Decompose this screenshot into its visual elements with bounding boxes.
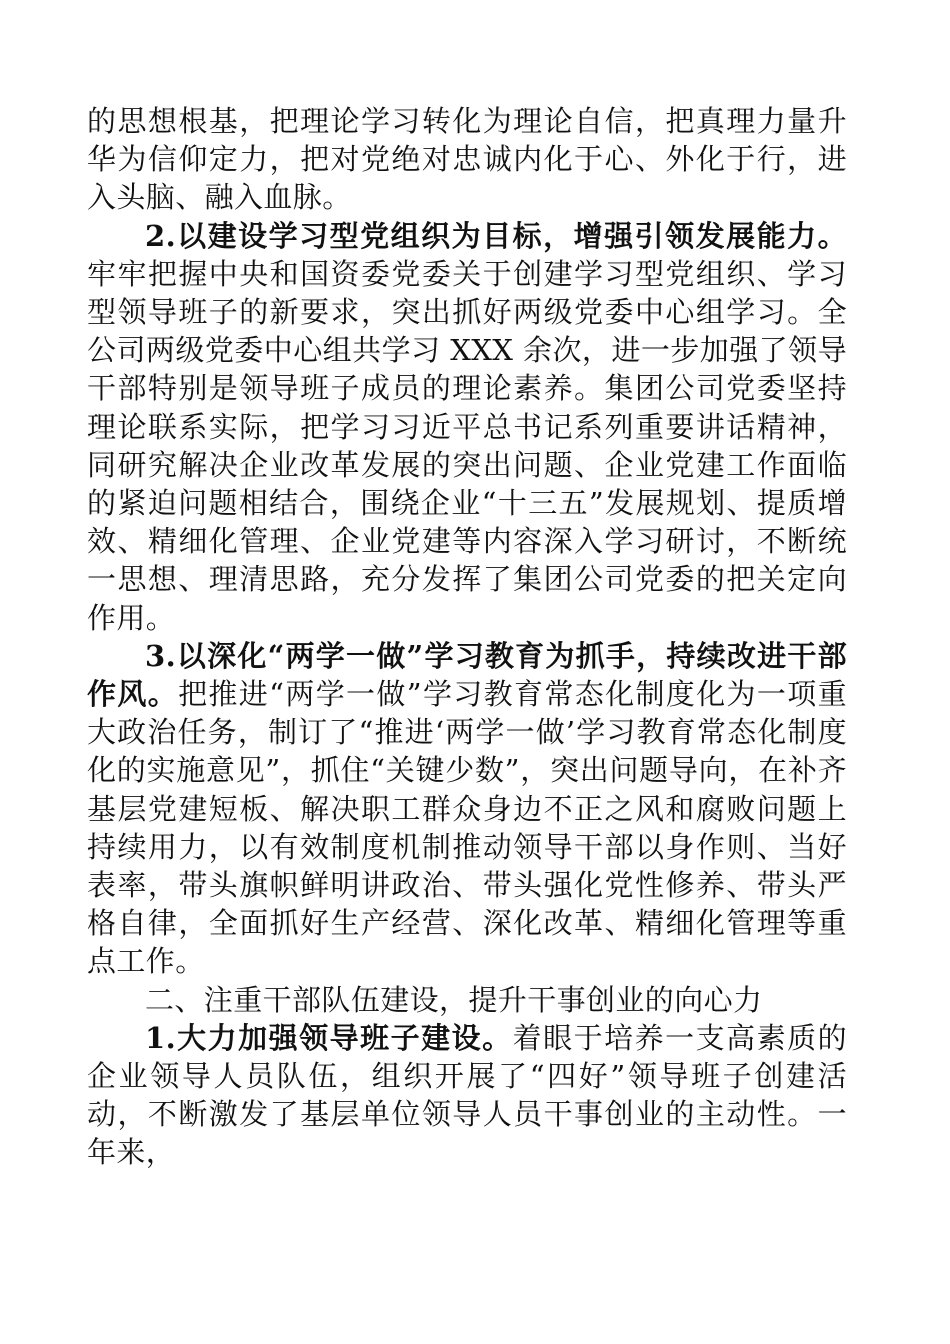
paragraph-body: 把推进“两学一做”学习教育常态化制度化为一项重大政治任务，制订了“推进‘两学一做’学习教育常态化制度化的实施意见”，抓住“关键少数”，突出问题导向，在补齐基层党建短板、解决职工群众身边不正之风和腐败问题上持续用力，以有效制度机制推动领导干部以身作则、当好表率，带头旗帜鲜明讲政治、带头强化党性修养、带头严格自律，全面抓好生产经营、深化改革、精细化管理等重点工作。 <box>87 677 847 979</box>
paragraph-lead-heading: 1.大力加强领导班子建设。 <box>145 1020 513 1055</box>
paragraph-leadership-team <box>87 1019 847 1172</box>
paragraph-continuation <box>87 102 847 217</box>
paragraph-learning-party-organization <box>87 217 847 637</box>
paragraph-body: 着眼于培养一支高素质的企业领导人员队伍，组织开展了“四好”领导班子创建活动，不断激发了基层单位领导人员干事创业的主动性。一年来， <box>87 1020 847 1170</box>
paragraph-two-studies-one-action <box>87 637 847 981</box>
paragraph-body: 的思想根基，把理论学习转化为理论自信，把真理力量升华为信仰定力，把对党绝对忠诚内化于心、外化于行，进入头脑、融入血脉。 <box>87 104 847 215</box>
paragraph-lead-heading: 2.以建设学习型党组织为目标，增强引领发展能力。 <box>145 218 847 253</box>
paragraph-lead-heading: 3.以深化“两学一做”学习教育为抓手，持续改进干部作风。 <box>87 638 847 712</box>
section-heading: 二、注重干部队伍建设，提升干事创业的向心力 <box>145 982 763 1017</box>
document-page <box>87 102 847 1172</box>
paragraph-body: 牢牢把握中央和国资委党委关于创建学习型党组织、学习型领导班子的新要求，突出抓好两级党委中心组学习。全公司两级党委中心组共学习 XXX 余次，进一步加强了领导干部特别是领导班子成员的理论素养。集团公司党委坚持理论联系实际，把学习习近平总书记系列重要讲话精神，同研究解决企业改革发展的突出问题、企业党建工作面临的紧迫问题相结合，围绕企业“十三五”发展规划、提质增效、精细化管理、企业党建等内容深入学习研讨，不断统一思想、理清思路，充分发挥了集团公司党委的把关定向作用。 <box>87 256 847 635</box>
